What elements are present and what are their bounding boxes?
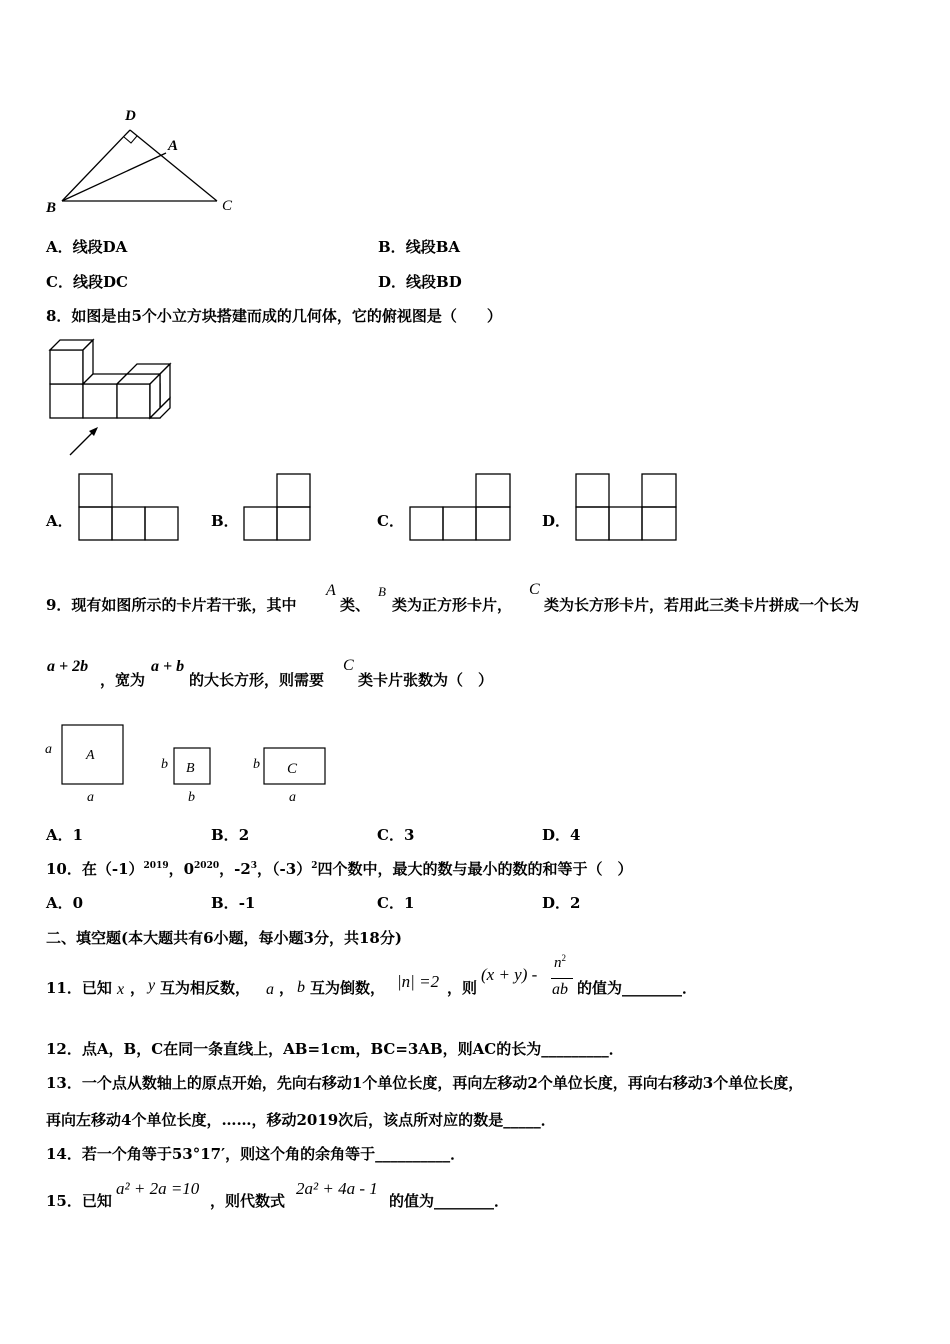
card-b-bottom-label: b — [188, 790, 195, 805]
q7-option-c[interactable]: C．线段DC — [46, 273, 128, 291]
q9-var-a: A — [326, 582, 336, 599]
q9-option-a[interactable]: A．1 — [46, 826, 84, 844]
right-angle-mark — [124, 136, 137, 143]
label-D: D — [125, 108, 136, 124]
card-c-side-label: b — [253, 757, 260, 772]
q8-option-d-grid — [576, 474, 679, 542]
q11-part3: 互为倒数， — [310, 979, 386, 997]
q11-part1: 11．已知 — [46, 979, 112, 997]
q9-length-expr: a + 2b — [47, 658, 89, 675]
q9-width-expr: a + b — [151, 658, 185, 675]
q8-option-c[interactable]: C． — [377, 512, 404, 530]
card-c-label: C — [287, 761, 298, 777]
q8-option-d[interactable]: D． — [542, 512, 571, 530]
label-C: C — [222, 198, 233, 214]
q9-part7: 类卡片张数为（ ） — [358, 671, 494, 689]
q10-option-b[interactable]: B．-1 — [211, 894, 256, 912]
q8-option-b-grid — [244, 474, 314, 542]
q10-stem: 10．在$(-1)^{2019}$，$0^{2020}$，$-2^3$，$(-3)^2$四个数中，最大的数与最小的数的和等于（ ） — [46, 860, 633, 878]
q7-option-b[interactable]: B．线段BA — [378, 238, 461, 256]
q15-condition: a² + 2a =10 — [116, 1179, 200, 1198]
q13-line1: 13．一个点从数轴上的原点开始，先向右移动1个单位长度，再向左移动2个单位长度，再向右移动3个单位长度， — [46, 1074, 804, 1092]
q9-part4: 类为长方形卡片，若用此三类卡片拼成一个长为 — [544, 596, 860, 614]
card-a-label: A — [86, 748, 95, 763]
q7-option-a[interactable]: A．线段DA — [46, 238, 128, 256]
q11-frac-num: $n^2$ — [554, 953, 566, 971]
q12-stem: 12．点A，B，C在同一条直线上，AB=1cm，BC=3AB，则AC的长为_________． — [46, 1040, 624, 1058]
q10-option-c[interactable]: C．1 — [377, 894, 415, 912]
q9-part3: 类为正方形卡片， — [392, 596, 513, 614]
q9-part5: ，宽为 — [100, 671, 146, 689]
q9-part1: 9．现有如图所示的卡片若干张，其中 — [46, 596, 297, 614]
q15-expression: 2a² + 4a - 1 — [296, 1179, 378, 1198]
q8-stem: 8．如图是由5个小立方块搭建而成的几何体，它的俯视图是（ ） — [46, 307, 502, 325]
q11-part4: ，则 — [447, 979, 478, 997]
triangle-figure — [40, 100, 250, 220]
q11-comma: ， — [130, 979, 146, 997]
label-A: A — [168, 138, 179, 154]
q15-part2: ，则代数式 — [210, 1192, 286, 1210]
q9-part2: 类、 — [340, 596, 371, 614]
q9-option-c[interactable]: C．3 — [377, 826, 415, 844]
segment-BD — [62, 130, 130, 201]
q15-part3: 的值为________． — [389, 1192, 510, 1210]
q9-var-c2: C — [343, 657, 354, 674]
segment-BA — [62, 153, 166, 201]
q11-frac-den: ab — [552, 981, 568, 998]
q9-option-b[interactable]: B．2 — [211, 826, 250, 844]
q11-var-b: b — [297, 979, 305, 996]
q10-option-d[interactable]: D．2 — [542, 894, 581, 912]
card-c-bottom-label: a — [289, 790, 296, 805]
q8-option-b[interactable]: B． — [211, 512, 239, 530]
section-2-heading: 二、填空题(本大题共有6小题，每小题3分，共18分) — [46, 929, 402, 947]
q9-var-c: C — [529, 581, 540, 598]
q9-var-b: B — [378, 584, 386, 599]
q11-comma2: ， — [279, 979, 295, 997]
q7-option-d[interactable]: D．线段BD — [378, 273, 462, 291]
q11-part2: 互为相反数， — [160, 979, 251, 997]
view-arrow — [70, 430, 95, 455]
label-B: B — [46, 200, 57, 216]
q9-part6: 的大长方形，则需要 — [189, 671, 325, 689]
q8-option-a[interactable]: A． — [46, 512, 73, 530]
q11-fraction-bar — [551, 978, 573, 979]
q15-part1: 15．已知 — [46, 1192, 112, 1210]
q8-option-c-grid — [410, 474, 513, 542]
q11-part5: 的值为________． — [577, 979, 698, 997]
cube-solid-figure — [40, 335, 200, 460]
q11-var-x: x — [117, 981, 125, 998]
q11-var-y: y — [148, 977, 156, 994]
card-a-side-label: a — [45, 742, 52, 757]
q11-abs-n: |n| =2 — [397, 972, 440, 991]
q8-option-a-grid — [79, 474, 181, 542]
card-b-label: B — [186, 761, 195, 776]
card-a-bottom-label: a — [87, 790, 94, 805]
q11-var-a: a — [266, 981, 274, 998]
q13-line2: 再向左移动4个单位长度，……，移动2019次后，该点所对应的数是_____． — [46, 1111, 556, 1129]
card-figures — [40, 715, 340, 810]
q10-option-a[interactable]: A．0 — [46, 894, 84, 912]
card-b-side-label: b — [161, 757, 168, 772]
q14-stem: 14．若一个角等于53°17′，则这个角的余角等于__________． — [46, 1145, 466, 1163]
q9-option-d[interactable]: D．4 — [542, 826, 581, 844]
q11-expr: (x + y) - — [481, 965, 538, 984]
